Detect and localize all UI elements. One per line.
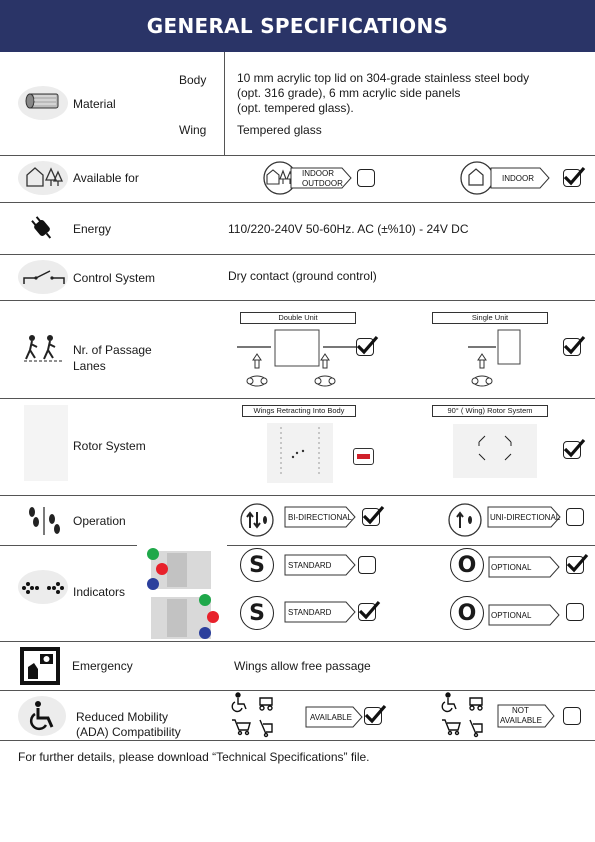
footer-note: For further details, please download “Technical Specifications” file. (18, 750, 370, 764)
rotor-option-2-label: 90° ( Wing) Rotor System (432, 405, 548, 417)
page-header (0, 0, 595, 52)
plug-icon (26, 212, 58, 244)
divider (0, 495, 595, 496)
optional-checkbox-1[interactable] (566, 556, 584, 574)
energy-label: Energy (73, 222, 112, 236)
divider (0, 740, 595, 741)
rotor-icon (24, 405, 68, 481)
indoor-outdoor-tag-2: OUTDOOR (302, 179, 343, 188)
standard-checkbox-1[interactable] (358, 556, 376, 574)
operation-label: Operation (73, 514, 126, 528)
house-tree-icon (24, 164, 66, 190)
energy-value: 110/220-240V 50-60Hz. AC (±%10) - 24V DC (228, 222, 469, 236)
bi-directional-checkbox[interactable] (362, 508, 380, 526)
ada-available-checkbox[interactable] (364, 707, 382, 725)
emergency-icon (20, 647, 60, 685)
rotor-option-1-unavailable[interactable] (353, 448, 374, 465)
divider (0, 202, 595, 203)
optional-o-icon: O (450, 548, 484, 582)
indoor-checkbox[interactable] (563, 169, 581, 187)
indicator-light-photos (137, 545, 227, 641)
page-title: GENERAL SPECIFICATIONS (146, 14, 449, 38)
control-label: Control System (73, 271, 156, 285)
divider (0, 155, 595, 156)
switch-icon (22, 266, 68, 290)
double-unit-label: Double Unit (240, 312, 356, 324)
pedestrians-icon (22, 333, 66, 363)
steel-roll-icon (24, 88, 64, 116)
not-available-tag-1: NOT (512, 706, 529, 715)
single-unit-label: Single Unit (432, 312, 548, 324)
rotor-90-diagram (453, 424, 537, 478)
divider (0, 690, 595, 691)
passage-label-1: Nr. of Passage (73, 343, 152, 357)
available-label: Available for (73, 171, 139, 185)
retracting-wings-diagram (267, 423, 333, 483)
divider (224, 52, 225, 155)
wheelchair-icon (28, 700, 58, 732)
control-value: Dry contact (ground control) (228, 269, 377, 283)
double-unit-checkbox[interactable] (356, 338, 374, 356)
optional-tag-1: OPTIONAL (491, 563, 532, 572)
divider (0, 300, 595, 301)
accessibility-icons (440, 692, 488, 738)
uni-directional-icon (447, 502, 483, 538)
body-text-3: (opt. tempered glass). (237, 101, 354, 115)
bi-directional-icon (239, 502, 275, 538)
double-unit-diagram (237, 326, 361, 392)
divider (0, 641, 595, 642)
emergency-label: Emergency (72, 659, 133, 673)
single-unit-diagram (460, 326, 530, 392)
passage-label-2: Lanes (73, 359, 106, 373)
divider (0, 545, 595, 546)
optional-tag-2: OPTIONAL (491, 611, 532, 620)
ada-not-available-checkbox[interactable] (563, 707, 581, 725)
wing-text: Tempered glass (237, 123, 322, 137)
accessibility-icons (230, 692, 278, 738)
divider (0, 398, 595, 399)
uni-directional-tag: UNI-DIRECTIONAL (490, 513, 561, 522)
arrows-icon (20, 578, 66, 598)
indoor-outdoor-checkbox[interactable] (357, 169, 375, 187)
standard-tag-1: STANDARD (288, 561, 332, 570)
ada-label-2: (ADA) Compatibility (76, 725, 181, 739)
available-tag: AVAILABLE (310, 713, 352, 722)
single-unit-checkbox[interactable] (563, 338, 581, 356)
rotor-option-2-checkbox[interactable] (563, 441, 581, 459)
wing-label: Wing (179, 123, 207, 137)
divider (0, 254, 595, 255)
rotor-label: Rotor System (73, 439, 146, 453)
indicators-label: Indicators (73, 585, 126, 599)
standard-s-icon: S (240, 596, 274, 630)
standard-checkbox-2[interactable] (358, 603, 376, 621)
standard-tag-2: STANDARD (288, 608, 332, 617)
not-available-tag-2: AVAILABLE (500, 716, 542, 725)
uni-directional-checkbox[interactable] (566, 508, 584, 526)
standard-s-icon: S (240, 548, 274, 582)
body-label: Body (179, 73, 207, 87)
indoor-tag: INDOOR (502, 174, 534, 183)
emergency-value: Wings allow free passage (234, 659, 371, 673)
material-label: Material (73, 97, 116, 111)
body-text-2: (opt. 316 grade), 6 mm acrylic side panels (237, 86, 461, 100)
rotor-option-1-label: Wings Retracting Into Body (242, 405, 356, 417)
optional-o-icon: O (450, 596, 484, 630)
ada-label-1: Reduced Mobility (76, 710, 169, 724)
footsteps-icon (24, 505, 64, 537)
body-text-1: 10 mm acrylic top lid on 304-grade stainless steel body (237, 71, 530, 85)
bi-directional-tag: BI-DIRECTIONAL (288, 513, 353, 522)
indoor-outdoor-tag-1: INDOOR (302, 169, 334, 178)
optional-checkbox-2[interactable] (566, 603, 584, 621)
